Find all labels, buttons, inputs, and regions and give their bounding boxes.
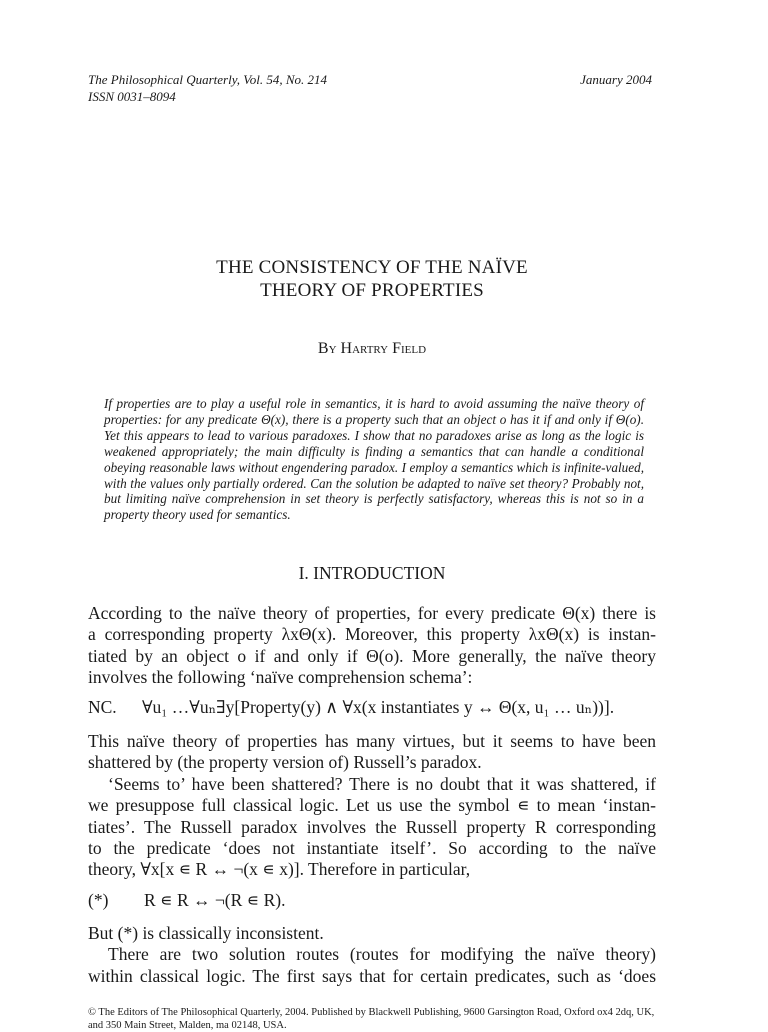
body-paragraph-1: [88, 603, 656, 689]
article-title-line-1: THE CONSISTENCY OF THE NAÏVE: [216, 257, 528, 278]
nc-schema-formula: [88, 697, 614, 718]
abstract-line: If properties are to play a useful role in semantics, it is hard to avoid assuming the naïve theory of: [104, 396, 644, 411]
body-line: There are two solution routes (routes for modifying the naïve theory): [108, 944, 656, 965]
abstract-line: but limiting naïve comprehension in set theory is perfectly satisfactory, whereas this is not so in a: [104, 491, 644, 507]
footer-line: © The Editors of The Philosophical Quarterly, 2004. Published by Blackwell Publishing, 9600 Garsington Road, Oxford ox4 2dq, UK,: [88, 1007, 655, 1018]
body-paragraph-2: [88, 731, 656, 881]
russell-formula: [88, 890, 285, 911]
abstract-line: weakened appropriately; the main difficulty is finding a semantics that can handle a conditional: [104, 443, 644, 459]
issue-date: January 2004: [580, 72, 652, 87]
body-line: shattered by (the property version of) Russell’s paradox.: [88, 752, 482, 773]
article-title: [88, 256, 656, 302]
abstract-line: property theory used for semantics.: [104, 507, 291, 523]
nc-label: NC.: [88, 697, 117, 717]
body-line: tiated by an object o if and only if Θ(o). More generally, the naïve theory: [88, 645, 656, 666]
body-line: theory, ∀x[x ∊ R ↔ ¬(x ∊ x)]. Therefore in particular,: [88, 859, 471, 880]
body-paragraph-3: [88, 923, 656, 987]
body-line: This naïve theory of properties has many virtues, but it seems to have been: [88, 731, 656, 751]
footer-line: and 350 Main Street, Malden, ma 02148, USA.: [88, 1020, 287, 1031]
body-line: According to the naïve theory of properties, for every predicate Θ(x) there is: [88, 603, 656, 623]
body-line: we presuppose full classical logic. Let us use the symbol ∊ to mean ‘instan-: [88, 795, 656, 816]
body-line: ‘Seems to’ have been shattered? There is no doubt that it was shattered, if: [108, 773, 656, 794]
section-heading: I. INTRODUCTION: [298, 563, 446, 583]
body-line: within classical logic. The first says that for certain predicates, such as ‘does: [88, 965, 656, 986]
body-line: But (*) is classically inconsistent.: [88, 923, 324, 943]
nc-formula-text: ∀u₁ …∀uₙ∃y[Property(y) ∧ ∀x(x instantiates y ↔ Θ(x, u₁ … uₙ))].: [142, 697, 615, 717]
body-line: a corresponding property λxΘ(x). Moreover, this property λxΘ(x) is instan-: [88, 624, 656, 645]
russell-formula-label: (*): [88, 890, 109, 910]
body-line: to the predicate ‘does not instantiate itself’. So according to the naïve: [88, 838, 656, 859]
article-title-line-2: THEORY OF PROPERTIES: [260, 280, 484, 301]
russell-formula-text: R ∊ R ↔ ¬(R ∊ R).: [144, 890, 286, 910]
abstract-line: properties: for any predicate Θ(x), there is a property such that an object o has it if and only if Θ(o).: [104, 411, 644, 427]
abstract-line: Yet this appears to lead to various paradoxes. I show that no paradoxes arise as long as the logic is: [104, 427, 644, 443]
abstract: [104, 396, 644, 523]
author-byline: By Hartry Field: [317, 340, 427, 357]
journal-citation: The Philosophical Quarterly, Vol. 54, No. 214: [88, 72, 328, 87]
abstract-line: with the values only partially ordered. Can the solution be adapted to naïve set theory? Probably not,: [104, 475, 644, 491]
abstract-line: obeying reasonable laws without engendering paradox. I employ a semantics which is infinite-valued,: [104, 459, 644, 475]
copyright-footer: [88, 1006, 668, 1032]
issn-number: ISSN 0031–8094: [88, 89, 176, 104]
body-line: involves the following ‘naïve comprehension schema’:: [88, 667, 473, 688]
body-line: tiates’. The Russell paradox involves the Russell property R corresponding: [88, 816, 656, 837]
